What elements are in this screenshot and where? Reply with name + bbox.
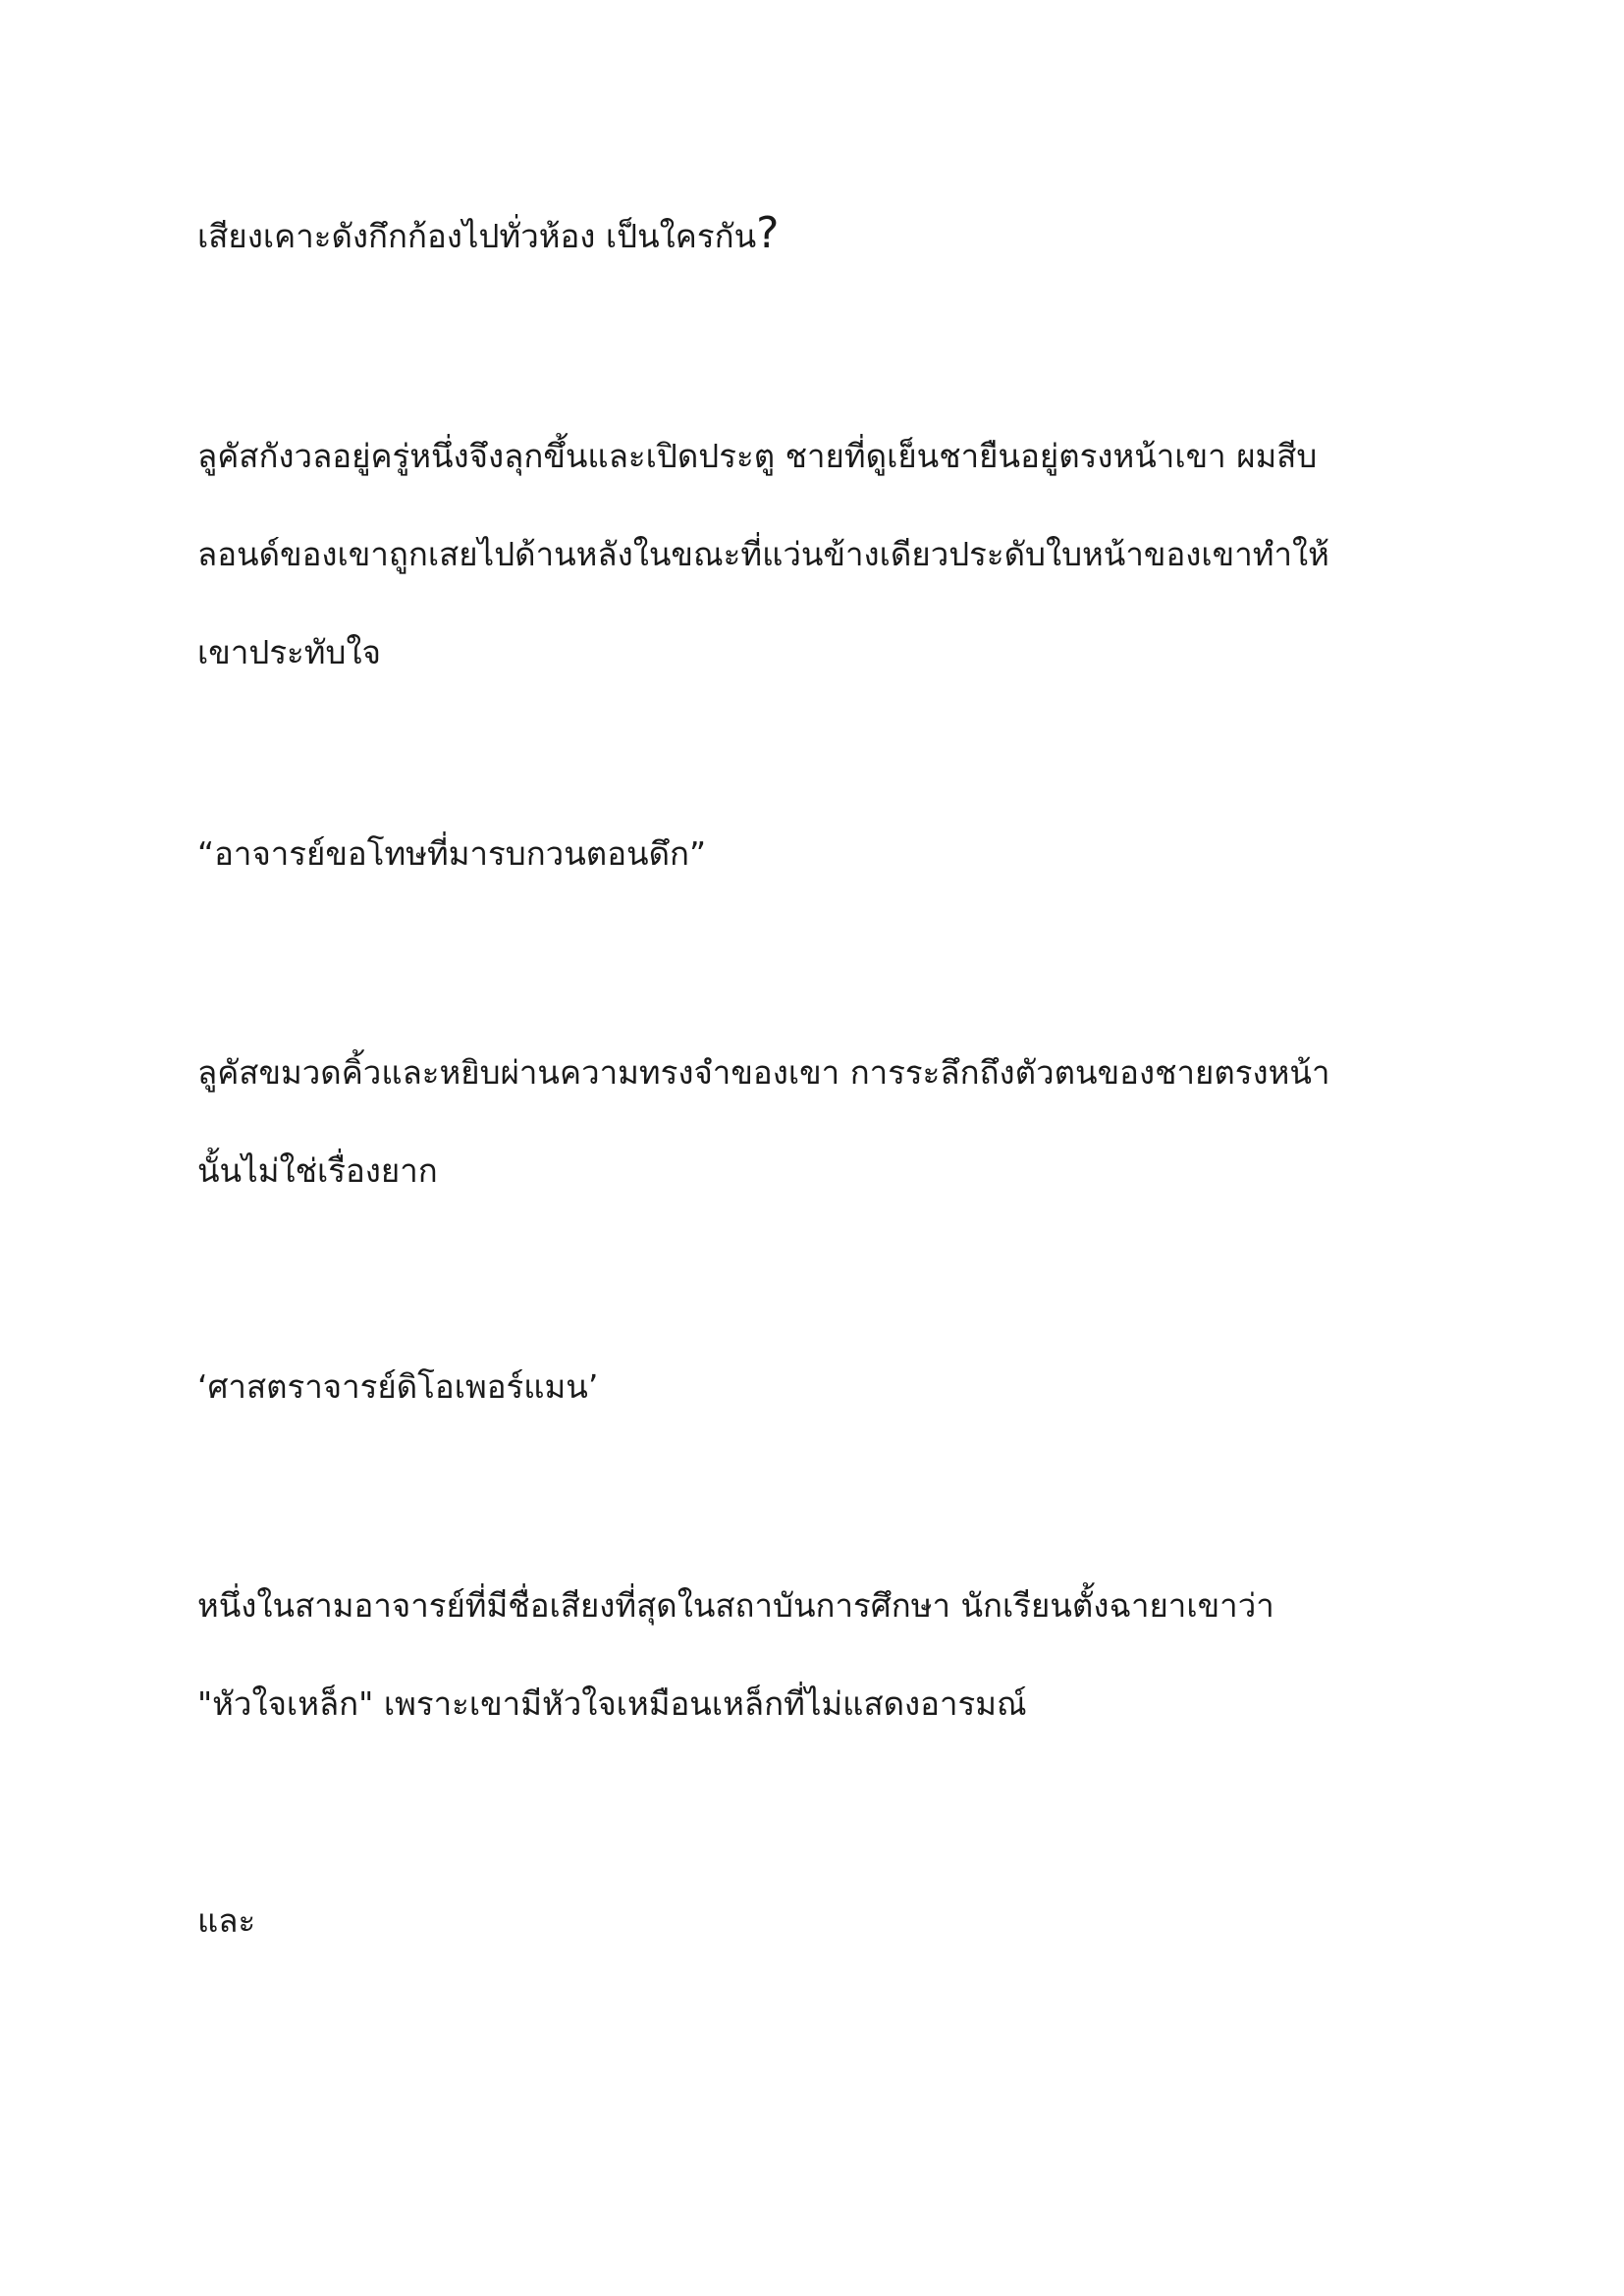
text-line: ลอนด์ของเขาถูกเสยไปด้านหลังในขณะที่แว่นข้างเดียวประดับใบหน้าของเขาทำให้ [197,535,1329,573]
question-mark: ? [756,208,780,258]
paragraph-6 [197,1557,1415,1753]
paragraph-4 [197,1024,1415,1220]
paragraph-5 [197,1338,1415,1436]
text-line: ลูคัสกังวลอยู่ครู่หนึ่งจึงลุกขึ้นและเปิดประตู ชายที่ดูเย็นชายืนอยู่ตรงหน้าเขา ผมสีบ [197,437,1318,475]
paragraph-1 [197,185,1415,286]
text-line: ‘ศาสตราจารย์ดิโอเพอร์แมน’ [197,1367,599,1406]
text-line: เขาประทับใจ [197,633,381,671]
text-line: หนึ่งในสามอาจารย์ที่มีชื่อเสียงที่สุดในสถาบันการศึกษา นักเรียนตั้งฉายาเขาว่า [197,1586,1274,1625]
text-line: นั้นไม่ใช่เรื่องยาก [197,1151,438,1190]
text-line: "หัวใจเหล็ก" เพราะเขามีหัวใจเหมือนเหล็กที่ไม่แสดงอารมณ์ [197,1684,1027,1723]
text-line: “อาจารย์ขอโทษที่มารบกวนตอนดึก” [197,834,707,873]
paragraph-3 [197,805,1415,903]
paragraph-2 [197,407,1415,702]
text-line: เสียงเคาะดังกึกก้องไปทั่วห้อง เป็นใครกัน? [197,208,780,258]
paragraph-7 [197,1872,1415,1970]
text-line: ลูคัสขมวดคิ้วและหยิบผ่านความทรงจำของเขา การระลึกถึงตัวตนของชายตรงหน้า [197,1053,1330,1092]
text-line: และ [197,1901,256,1940]
